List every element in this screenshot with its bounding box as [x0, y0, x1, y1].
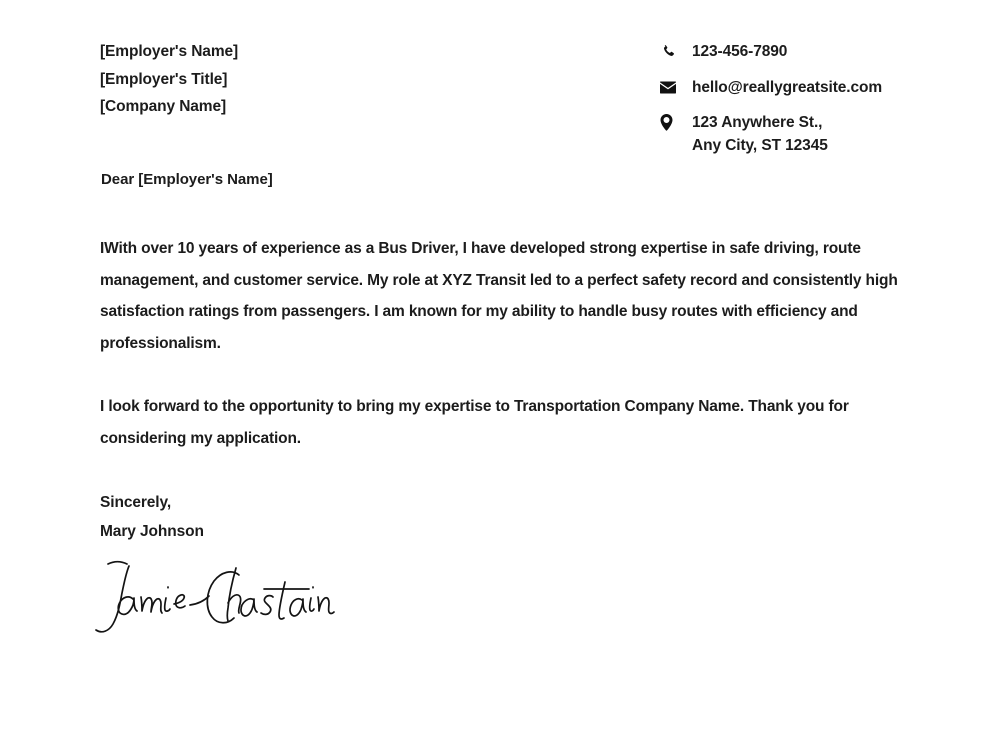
recipient-name: [Employer's Name] [100, 43, 239, 60]
sender-contact-block [660, 38, 960, 157]
phone-icon [660, 41, 692, 62]
contact-row-phone [660, 41, 960, 64]
closing-salutation: Sincerely, [100, 494, 172, 511]
recipient-title: [Employer's Title] [100, 70, 228, 88]
location-pin-icon [660, 112, 692, 133]
sender-name: Mary Johnson [100, 523, 204, 540]
recipient-address-block [100, 38, 660, 121]
address-line-2: Any City, ST 12345 [692, 136, 828, 154]
signature-image [78, 552, 338, 642]
envelope-icon [660, 77, 692, 98]
salutation: Dear [Employer's Name] [101, 171, 273, 188]
street-address [692, 112, 828, 157]
body-paragraph-1: IWith over 10 years of experience as a Bus Driver, I have developed strong expertise in safe driving, route management, and customer service. My role at XYZ Transit led to a perfect safety record and consistently high satisfaction ratings from passengers. I am known for my ability to handle busy routes with efficiency and professionalism. [100, 240, 898, 353]
contact-row-email [660, 77, 960, 100]
contact-row-address [660, 112, 960, 157]
letter-closing [100, 488, 204, 546]
letter-header [100, 38, 960, 157]
email-address[interactable]: hello@reallygreatsite.com [692, 78, 883, 96]
recipient-company: [Company Name] [100, 98, 227, 115]
body-paragraph-2: I look forward to the opportunity to bring my expertise to Transportation Company Name. Thank you for considering my application. [100, 397, 849, 447]
letter-body [100, 233, 910, 454]
phone-number[interactable]: 123-456-7890 [692, 43, 788, 60]
address-line-1: 123 Anywhere St., [692, 114, 823, 131]
